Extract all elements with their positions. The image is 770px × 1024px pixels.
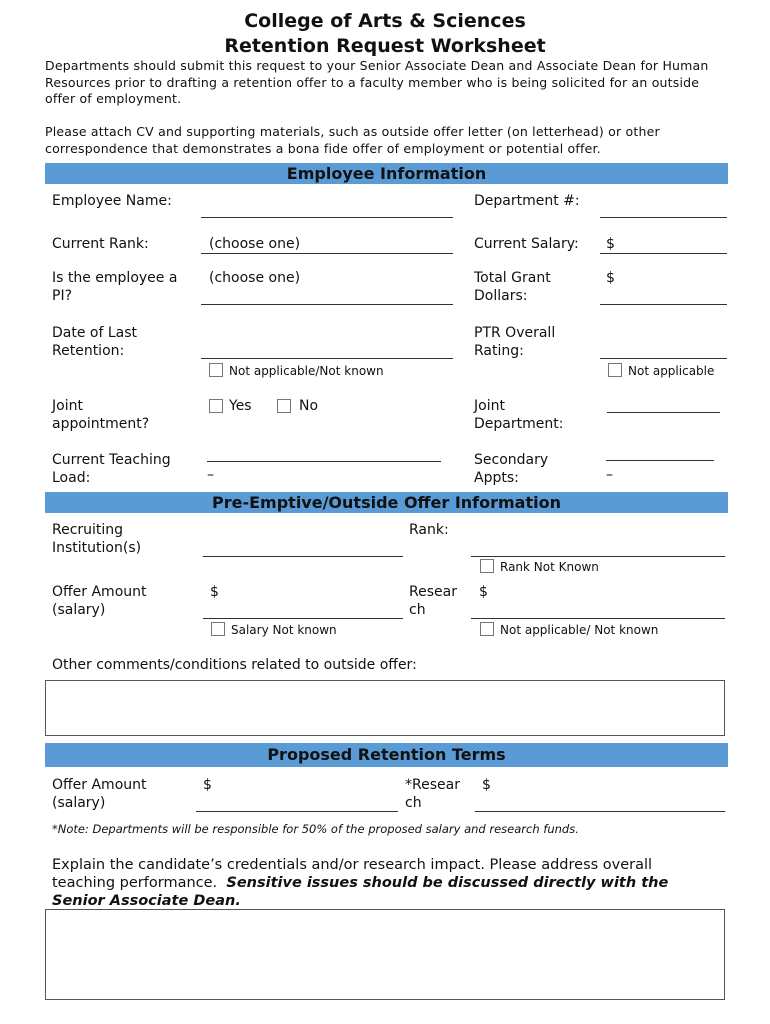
joint-no-checkbox[interactable] (277, 399, 291, 413)
explain-instructions-line2 (52, 874, 732, 892)
offer-amount-prefix: $ (210, 584, 219, 600)
total-grant-field[interactable] (600, 304, 727, 305)
salary-not-known-checkbox[interactable] (211, 622, 225, 636)
current-salary-label: Current Salary: (474, 236, 579, 252)
proposed-offer-field[interactable] (196, 811, 398, 812)
other-comments-label: Other comments/conditions related to outside offer: (52, 657, 417, 673)
proposed-offer-label-line2: (salary) (52, 795, 106, 811)
outside-research-prefix: $ (479, 584, 488, 600)
section-header-employee: Employee Information (45, 163, 728, 184)
ptr-rating-field[interactable] (600, 358, 727, 359)
current-rank-underline (201, 253, 453, 254)
proposed-research-label-line1: *Resear (405, 777, 460, 793)
joint-appointment-label-line1: Joint (52, 398, 83, 414)
offer-amount-label-line2: (salary) (52, 602, 106, 618)
ptr-rating-label-line2: Rating: (474, 343, 524, 359)
joint-department-label-line1: Joint (474, 398, 505, 414)
explain-instructions-normal: teaching performance. (52, 875, 218, 891)
is-pi-underline (201, 304, 453, 305)
offer-amount-label-line1: Offer Amount (52, 584, 147, 600)
joint-department-label-line2: Department: (474, 416, 564, 432)
proposed-research-label-line2: ch (405, 795, 422, 811)
rank-not-known-label: Rank Not Known (500, 560, 599, 574)
teaching-load-field[interactable] (207, 461, 441, 462)
teaching-load-label-line2: Load: (52, 470, 91, 486)
credentials-explanation-textbox[interactable] (45, 909, 725, 1000)
total-grant-label-line1: Total Grant (474, 270, 551, 286)
department-number-field[interactable] (600, 217, 727, 218)
last-retention-not-applicable-label: Not applicable/Not known (229, 364, 384, 378)
intro-paragraph-1: Departments should submit this request to your Senior Associate Dean and Associate Dean for Human Resources prior to drafting a retention offer to a faculty member who is being solicited for an outside offer of employment. (45, 58, 709, 106)
outside-research-label-line1: Resear (409, 584, 457, 600)
teaching-load-label-line1: Current Teaching (52, 452, 171, 468)
secondary-appts-field[interactable] (606, 460, 714, 461)
section-header-outside-offer: Pre-Emptive/Outside Offer Information (45, 492, 728, 513)
last-retention-field[interactable] (201, 358, 453, 359)
last-retention-label-line1: Date of Last (52, 325, 138, 341)
other-comments-textbox[interactable] (45, 680, 725, 736)
current-rank-dropdown[interactable]: (choose one) (209, 236, 301, 252)
employee-name-label: Employee Name: (52, 193, 172, 209)
last-retention-label-line2: Retention: (52, 343, 125, 359)
last-retention-not-applicable-checkbox[interactable] (209, 363, 223, 377)
ptr-not-applicable-checkbox[interactable] (608, 363, 622, 377)
proposed-offer-prefix: $ (203, 777, 212, 793)
current-rank-label: Current Rank: (52, 236, 149, 252)
explain-instructions-line1: Explain the candidate’s credentials and/or research impact. Please address overall (52, 857, 653, 873)
outside-rank-label: Rank: (409, 522, 449, 538)
research-not-applicable-label: Not applicable/ Not known (500, 623, 659, 637)
ptr-rating-label-line1: PTR Overall (474, 325, 556, 341)
outside-research-label-line2: ch (409, 602, 426, 618)
form-title-line2: Retention Request Worksheet (224, 35, 546, 57)
explain-instructions-emphasis: Sensitive issues should be discussed directly with the (226, 875, 669, 891)
joint-no-label: No (299, 398, 319, 414)
offer-amount-field[interactable] (203, 618, 403, 619)
explain-instructions-line3: Senior Associate Dean. (52, 893, 241, 909)
secondary-appts-dash: – (606, 467, 613, 483)
joint-yes-checkbox[interactable] (209, 399, 223, 413)
secondary-appts-label-line1: Secondary (474, 452, 549, 468)
funding-note: *Note: Departments will be responsible for 50% of the proposed salary and research funds. (52, 822, 579, 836)
salary-not-known-label: Salary Not known (231, 623, 337, 637)
recruiting-institution-label-line2: Institution(s) (52, 540, 142, 556)
is-pi-dropdown[interactable]: (choose one) (209, 270, 301, 286)
secondary-appts-label-line2: Appts: (474, 470, 519, 486)
section-header-proposed-terms: Proposed Retention Terms (45, 743, 728, 767)
ptr-not-applicable-label: Not applicable (628, 364, 715, 378)
proposed-research-field[interactable] (475, 811, 725, 812)
outside-research-field[interactable] (471, 618, 725, 619)
joint-yes-label: Yes (229, 398, 252, 414)
total-grant-prefix: $ (606, 270, 615, 286)
current-salary-field[interactable] (600, 253, 727, 254)
teaching-load-dash: – (207, 467, 214, 483)
total-grant-label-line2: Dollars: (474, 288, 528, 304)
is-pi-label-line1: Is the employee a (52, 270, 178, 286)
department-number-label: Department #: (474, 193, 580, 209)
joint-appointment-label-line2: appointment? (52, 416, 150, 432)
proposed-research-prefix: $ (482, 777, 491, 793)
form-title-line1: College of Arts & Sciences (244, 10, 526, 32)
recruiting-institution-label-line1: Recruiting (52, 522, 124, 538)
joint-department-field[interactable] (607, 412, 720, 413)
is-pi-label-line2: PI? (52, 288, 73, 304)
outside-rank-field[interactable] (471, 556, 725, 557)
recruiting-institution-field[interactable] (203, 556, 403, 557)
intro-paragraph-2: Please attach CV and supporting materials, such as outside offer letter (on letterhead) or other correspondence that demonstrates a bona fide offer of employment or potential offer. (45, 124, 660, 156)
rank-not-known-checkbox[interactable] (480, 559, 494, 573)
proposed-offer-label-line1: Offer Amount (52, 777, 147, 793)
current-salary-prefix: $ (606, 236, 615, 252)
employee-name-field[interactable] (201, 217, 453, 218)
research-not-applicable-checkbox[interactable] (480, 622, 494, 636)
